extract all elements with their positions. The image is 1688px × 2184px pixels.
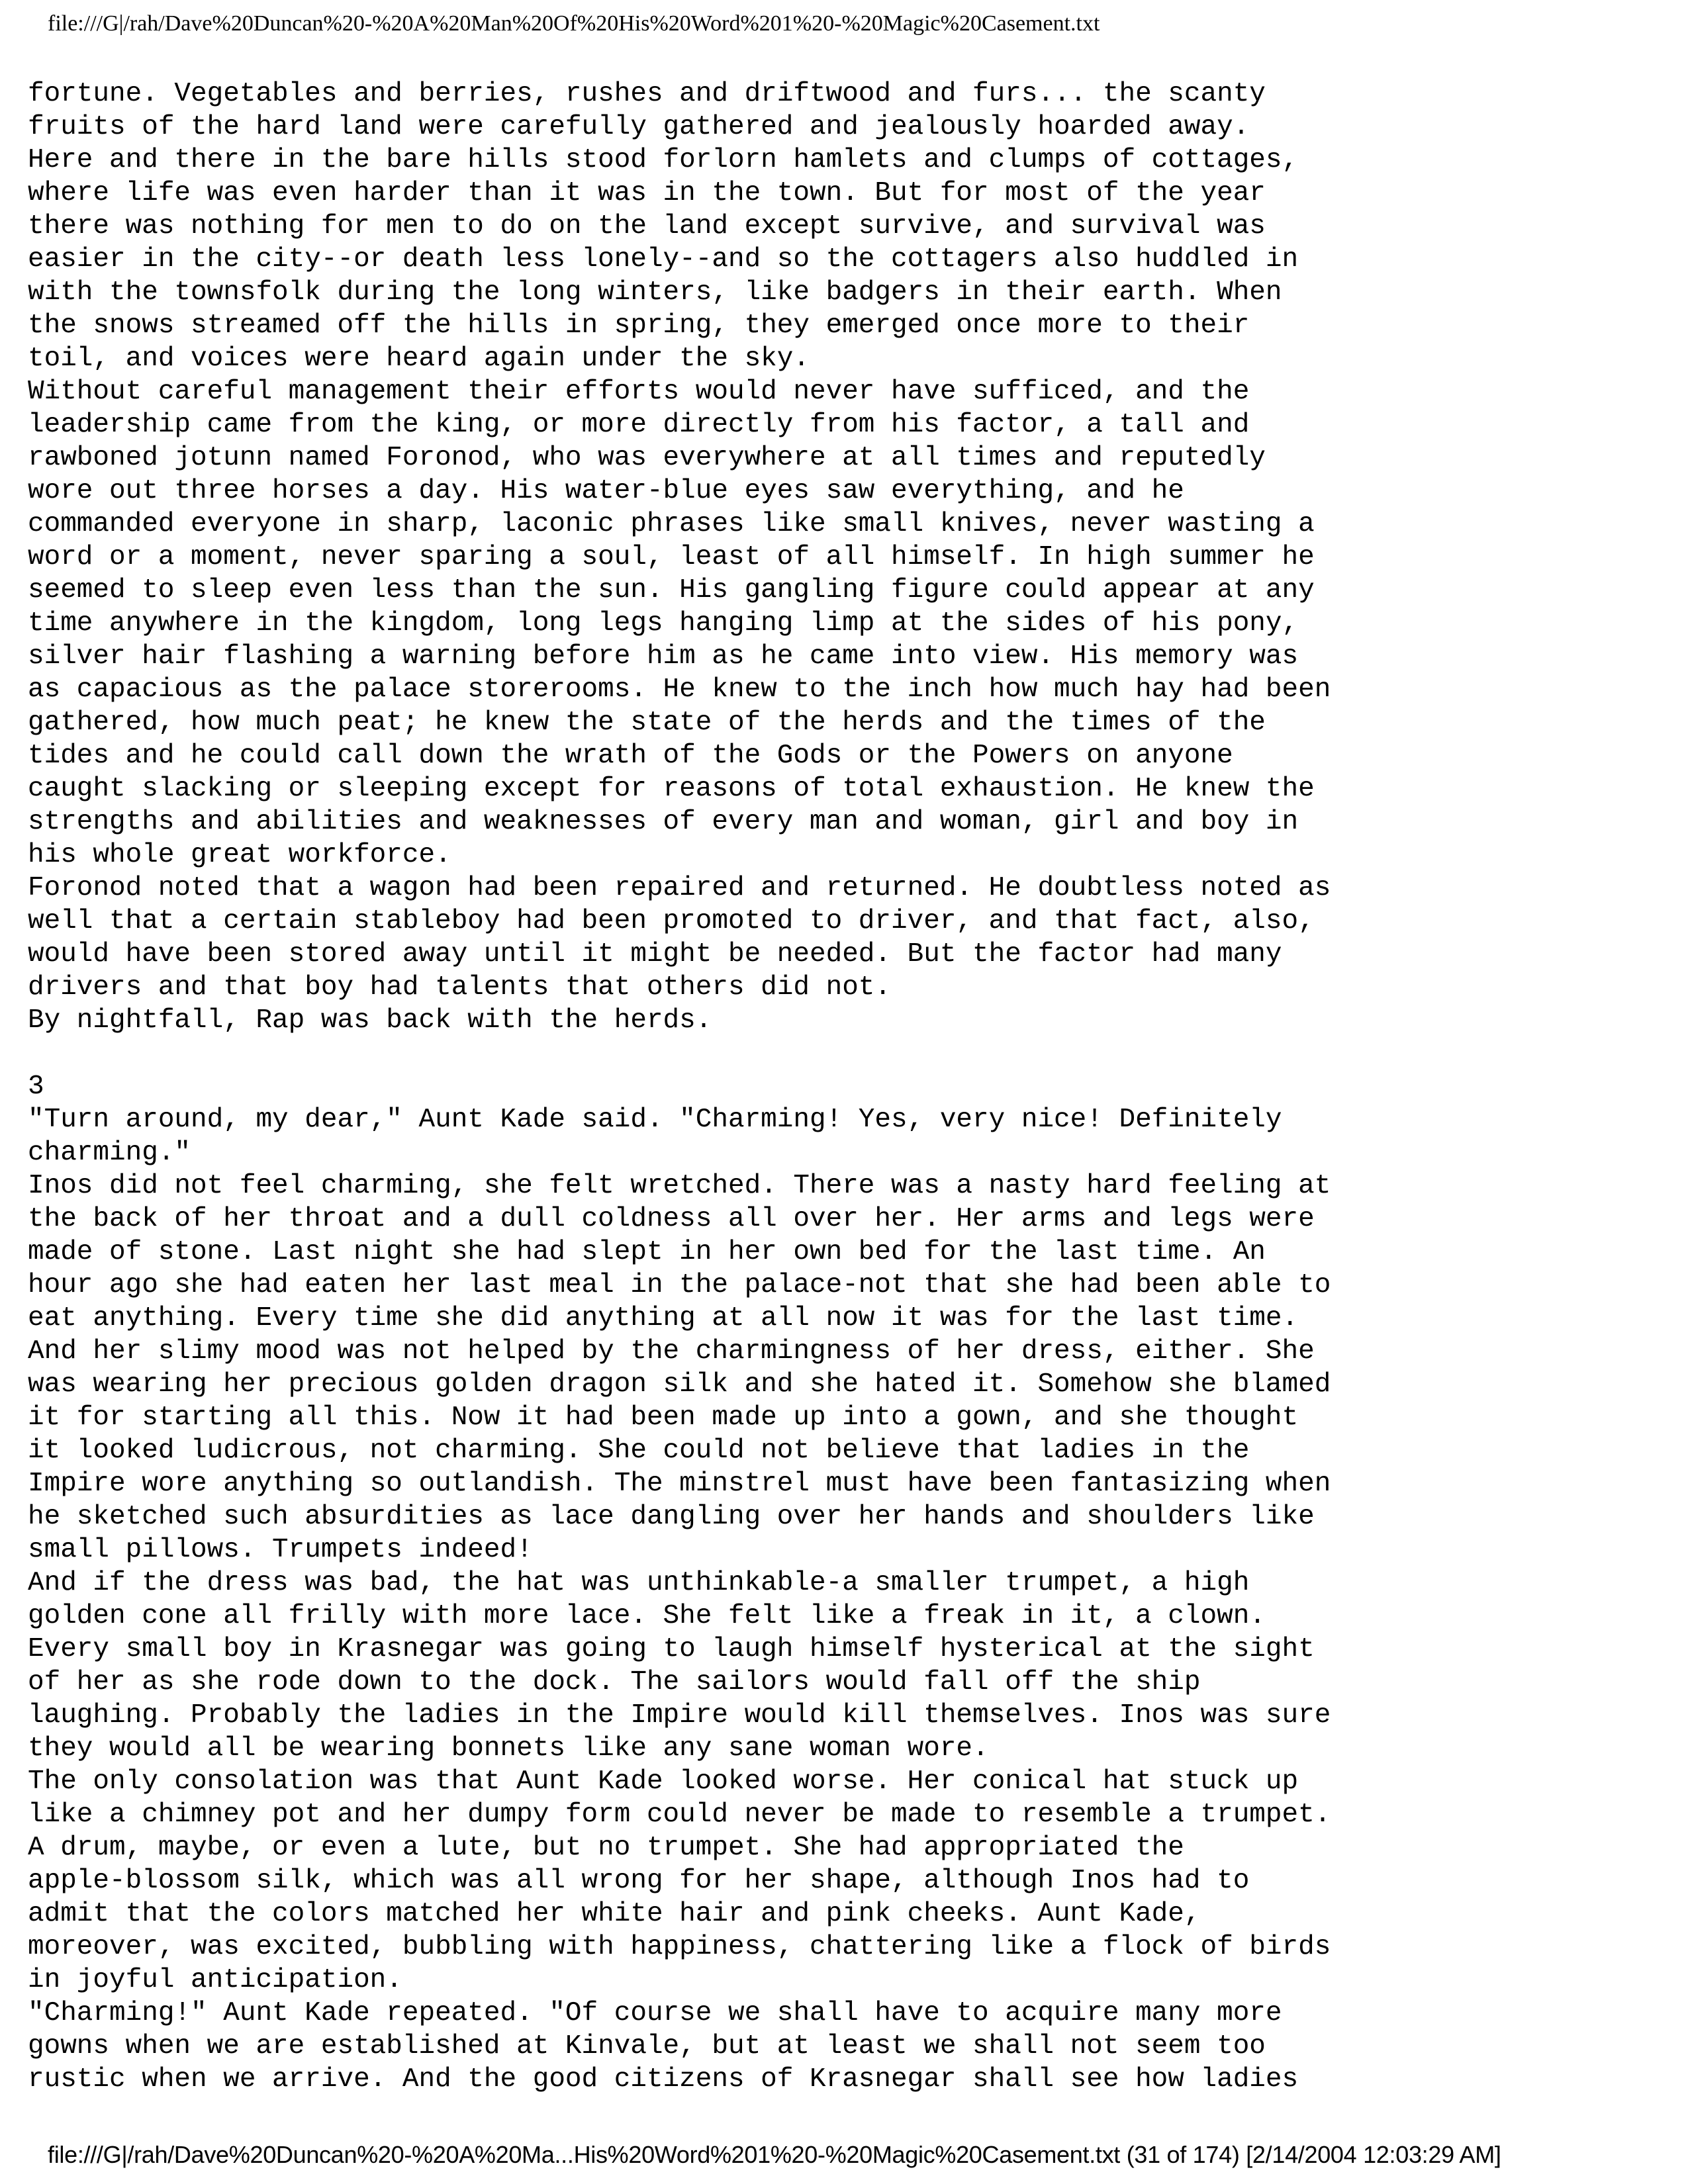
document-body bbox=[28, 77, 1656, 2096]
text-line bbox=[28, 1037, 1656, 1070]
text-line: with the townsfolk during the long winters, like badgers in their earth. When bbox=[28, 277, 1282, 308]
text-line: laughing. Probably the ladies in the Impire would kill themselves. Inos was sure bbox=[28, 1700, 1331, 1731]
text-line: the snows streamed off the hills in spring, they emerged once more to their bbox=[28, 310, 1250, 341]
text-line: like a chimney pot and her dumpy form could never be made to resemble a trumpet. bbox=[28, 1799, 1331, 1830]
text-line: Impire wore anything so outlandish. The minstrel must have been fantasizing when bbox=[28, 1469, 1331, 1499]
text-line: fortune. Vegetables and berries, rushes and driftwood and furs... the scanty bbox=[28, 79, 1266, 109]
text-line: easier in the city--or death less lonely--and so the cottagers also huddled in bbox=[28, 244, 1299, 275]
text-line: Foronod noted that a wagon had been repaired and returned. He doubtless noted as bbox=[28, 873, 1331, 903]
text-line: A drum, maybe, or even a lute, but no trumpet. She had appropriated the bbox=[28, 1833, 1184, 1863]
text-line: tides and he could call down the wrath of the Gods or the Powers on anyone bbox=[28, 741, 1233, 771]
text-line: And her slimy mood was not helped by the charmingness of her dress, either. She bbox=[28, 1336, 1315, 1367]
text-line: eat anything. Every time she did anything at all now it was for the last time. bbox=[28, 1303, 1299, 1334]
text-line: charming." bbox=[28, 1138, 191, 1168]
text-line: apple-blossom silk, which was all wrong for her shape, although Inos had to bbox=[28, 1866, 1250, 1896]
text-line: admit that the colors matched her white hair and pink cheeks. Aunt Kade, bbox=[28, 1899, 1201, 1929]
text-line: of her as she rode down to the dock. The sailors would fall off the ship bbox=[28, 1667, 1201, 1698]
text-line: it for starting all this. Now it had been made up into a gown, and she thought bbox=[28, 1402, 1299, 1433]
text-line: Inos did not feel charming, she felt wretched. There was a nasty hard feeling at bbox=[28, 1171, 1331, 1201]
text-line: Without careful management their efforts would never have sufficed, and the bbox=[28, 377, 1250, 407]
text-line: as capacious as the palace storerooms. He knew to the inch how much hay had been bbox=[28, 674, 1331, 705]
text-line: would have been stored away until it might be needed. But the factor had many bbox=[28, 939, 1282, 970]
text-line: Every small boy in Krasnegar was going to laugh himself hysterical at the sight bbox=[28, 1634, 1315, 1664]
text-line: golden cone all frilly with more lace. She felt like a freak in it, a clown. bbox=[28, 1601, 1266, 1631]
text-line: seemed to sleep even less than the sun. His gangling figure could appear at any bbox=[28, 575, 1315, 606]
text-line: And if the dress was bad, the hat was unthinkable-a smaller trumpet, a high bbox=[28, 1568, 1250, 1598]
text-line: silver hair flashing a warning before him as he came into view. His memory was bbox=[28, 641, 1299, 672]
text-line: moreover, was excited, bubbling with happiness, chattering like a flock of birds bbox=[28, 1932, 1331, 1962]
text-line: he sketched such absurdities as lace dangling over her hands and shoulders like bbox=[28, 1502, 1315, 1532]
page-footer-url: file:///G|/rah/Dave%20Duncan%20-%20A%20Ma...His%20Word%201%20-%20Magic%20Casement.txt (31 of 174) [2/14/2004 12:03:29 AM] bbox=[48, 2141, 1501, 2168]
text-line: By nightfall, Rap was back with the herds. bbox=[28, 1005, 712, 1036]
text-line: Here and there in the bare hills stood forlorn hamlets and clumps of cottages, bbox=[28, 145, 1299, 175]
text-line: rustic when we arrive. And the good citizens of Krasnegar shall see how ladies bbox=[28, 2064, 1299, 2095]
text-line: drivers and that boy had talents that others did not. bbox=[28, 972, 892, 1003]
text-line: leadership came from the king, or more directly from his factor, a tall and bbox=[28, 410, 1250, 440]
text-line: toil, and voices were heard again under the sky. bbox=[28, 343, 810, 374]
text-line: time anywhere in the kingdom, long legs hanging limp at the sides of his pony, bbox=[28, 608, 1299, 639]
text-line: rawboned jotunn named Foronod, who was everywhere at all times and reputedly bbox=[28, 443, 1266, 473]
text-line: gowns when we are established at Kinvale, but at least we shall not seem too bbox=[28, 2031, 1266, 2062]
text-line: his whole great workforce. bbox=[28, 840, 451, 870]
text-line: they would all be wearing bonnets like any sane woman wore. bbox=[28, 1733, 989, 1764]
text-line: gathered, how much peat; he knew the state of the herds and the times of the bbox=[28, 707, 1266, 738]
text-line: it looked ludicrous, not charming. She could not believe that ladies in the bbox=[28, 1435, 1250, 1466]
text-line: "Turn around, my dear," Aunt Kade said. "Charming! Yes, very nice! Definitely bbox=[28, 1105, 1282, 1135]
text-line: well that a certain stableboy had been promoted to driver, and that fact, also, bbox=[28, 906, 1315, 936]
text-line: there was nothing for men to do on the land except survive, and survival was bbox=[28, 211, 1266, 242]
text-line: the back of her throat and a dull coldness all over her. Her arms and legs were bbox=[28, 1204, 1315, 1234]
text-line: The only consolation was that Aunt Kade looked worse. Her conical hat stuck up bbox=[28, 1766, 1299, 1797]
text-line: wore out three horses a day. His water-blue eyes saw everything, and he bbox=[28, 476, 1184, 506]
page-header-url: file:///G|/rah/Dave%20Duncan%20-%20A%20Man%20Of%20His%20Word%201%20-%20Magic%20Casement.txt bbox=[48, 11, 1100, 36]
text-line: strengths and abilities and weaknesses of every man and woman, girl and boy in bbox=[28, 807, 1299, 837]
text-line: 3 bbox=[28, 1071, 44, 1102]
text-line: hour ago she had eaten her last meal in the palace-not that she had been able to bbox=[28, 1270, 1331, 1300]
text-line: was wearing her precious golden dragon silk and she hated it. Somehow she blamed bbox=[28, 1369, 1331, 1400]
text-line: "Charming!" Aunt Kade repeated. "Of course we shall have to acquire many more bbox=[28, 1998, 1282, 2028]
text-line: word or a moment, never sparing a soul, least of all himself. In high summer he bbox=[28, 542, 1315, 572]
text-line: small pillows. Trumpets indeed! bbox=[28, 1535, 533, 1565]
text-line: caught slacking or sleeping except for reasons of total exhaustion. He knew the bbox=[28, 774, 1315, 804]
text-line: where life was even harder than it was in the town. But for most of the year bbox=[28, 178, 1266, 208]
text-line: fruits of the hard land were carefully gathered and jealously hoarded away. bbox=[28, 112, 1250, 142]
text-line: made of stone. Last night she had slept in her own bed for the last time. An bbox=[28, 1237, 1266, 1267]
text-line: in joyful anticipation. bbox=[28, 1965, 402, 1995]
text-line: commanded everyone in sharp, laconic phrases like small knives, never wasting a bbox=[28, 509, 1315, 539]
